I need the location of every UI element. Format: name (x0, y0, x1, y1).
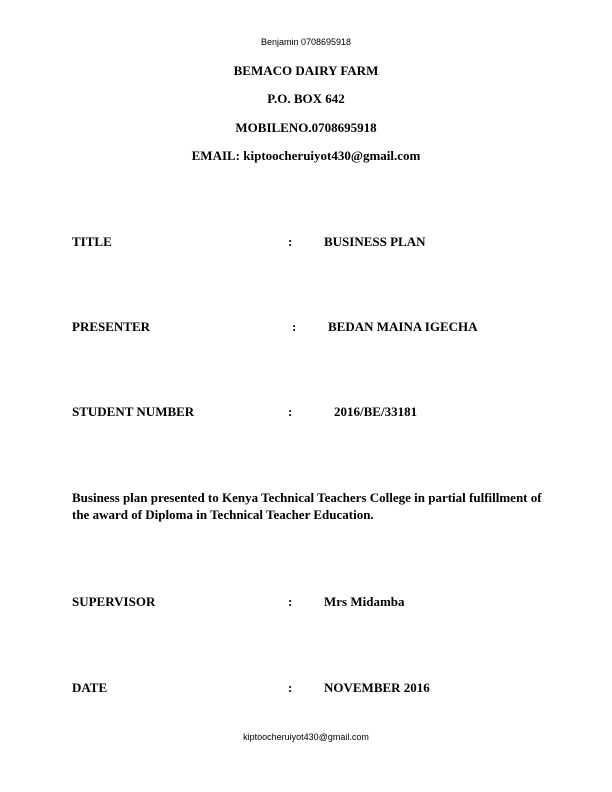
student-number-separator: : (288, 404, 293, 419)
supervisor-value: Mrs Midamba (324, 594, 405, 609)
date-value: NOVEMBER 2016 (324, 680, 430, 695)
header-contact-line: Benjamin 0708695918 (260, 37, 352, 47)
supervisor-separator: : (288, 594, 293, 609)
farm-name: BEMACO DAIRY FARM (233, 63, 379, 78)
mobile-number: MOBILENO.0708695918 (235, 120, 377, 135)
footer-email: kiptoocheruiyot430@gmail.com (243, 732, 369, 742)
presenter-separator: : (292, 319, 297, 334)
date-label: DATE (72, 680, 108, 695)
title-label: TITLE (72, 234, 112, 249)
po-box: P.O. BOX 642 (267, 91, 345, 106)
title-value: BUSINESS PLAN (324, 234, 426, 249)
student-number-label: STUDENT NUMBER (72, 404, 195, 419)
email-line: EMAIL: kiptoocheruiyot430@gmail.com (191, 148, 421, 163)
presentation-statement: Business plan presented to Kenya Technical Teachers College in partial fulfillment of the award of Diploma in Technical Teacher Education. (72, 490, 542, 522)
presenter-value: BEDAN MAINA IGECHA (328, 319, 478, 334)
presenter-label: PRESENTER (72, 319, 151, 334)
student-number-value: 2016/BE/33181 (334, 404, 418, 419)
date-separator: : (288, 680, 293, 695)
title-separator: : (288, 234, 293, 249)
supervisor-label: SUPERVISOR (72, 594, 156, 609)
